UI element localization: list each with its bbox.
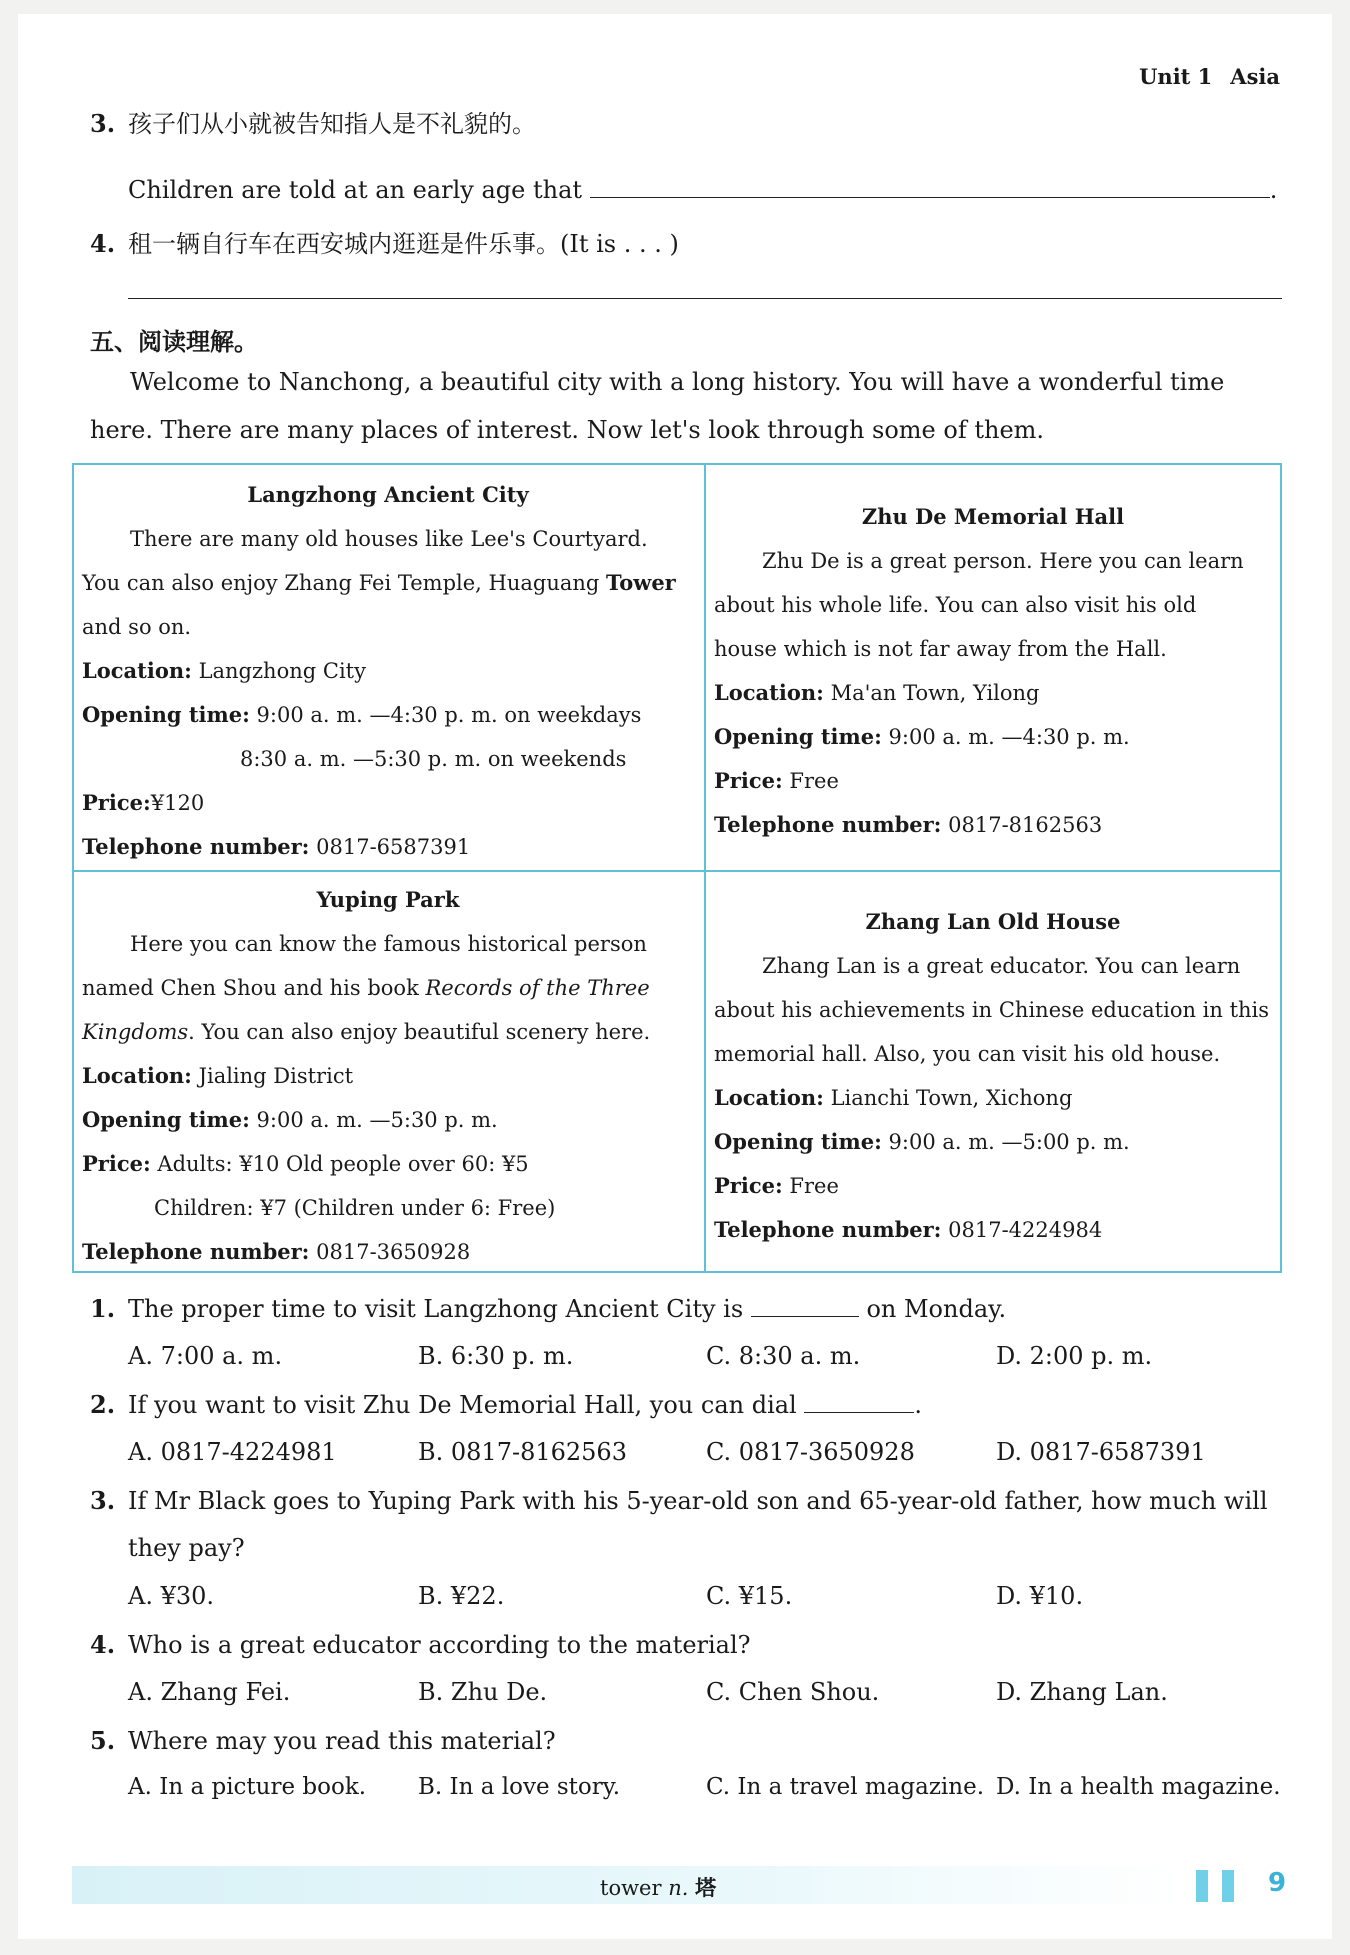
translation-q3-english: Children are told at an early age that . [128, 176, 1278, 204]
section-title: 五、阅读理解。 [90, 327, 258, 356]
card-location: Location: Langzhong City [82, 658, 366, 683]
question-1: 1. The proper time to visit Langzhong Ancient City is on Monday. [90, 1294, 1007, 1323]
option-c[interactable]: C. 8:30 a. m. [706, 1342, 861, 1370]
card-price: Price: Adults: ¥10 Old people over 60: ¥5 [82, 1151, 529, 1176]
answer-blank[interactable] [590, 197, 1270, 198]
option-a[interactable]: A. 0817-4224981 [128, 1438, 337, 1466]
question-3: 3. If Mr Black goes to Yuping Park with his 5-year-old son and 65-year-old father, how much will [90, 1486, 1268, 1515]
card-desc-line: Kingdoms. You can also enjoy beautiful scenery here. [82, 1020, 651, 1044]
vocab-note: tower n. 塔 [600, 1875, 717, 1900]
question-3-continued: they pay? [128, 1534, 245, 1562]
option-b[interactable]: B. 6:30 p. m. [418, 1342, 574, 1370]
page-number: 9 [1268, 1868, 1287, 1898]
card-opening: Opening time: 9:00 a. m. —5:30 p. m. [82, 1107, 498, 1132]
card-opening-weekend: 8:30 a. m. —5:30 p. m. on weekends [240, 747, 627, 771]
card-desc-line: Zhu De is a great person. Here you can learn [762, 549, 1244, 573]
option-c[interactable]: C. ¥15. [706, 1582, 793, 1610]
card-desc-line: and so on. [82, 615, 192, 639]
card-price: Price: Free [714, 1173, 839, 1198]
card-telephone: Telephone number: 0817-4224984 [714, 1217, 1103, 1242]
page-marker-bar [1222, 1870, 1234, 1902]
card-desc-line: memorial hall. Also, you can visit his old house. [714, 1042, 1221, 1066]
table-divider-vertical [704, 465, 706, 1271]
translation-q4: 4. 租一辆自行车在西安城内逛逛是件乐事。(It is . . . ) [90, 229, 679, 258]
running-header [1121, 64, 1280, 89]
option-d[interactable]: D. 2:00 p. m. [996, 1342, 1153, 1370]
option-d[interactable]: D. 0817-6587391 [996, 1438, 1206, 1466]
answer-blank[interactable] [804, 1412, 914, 1413]
question-4: 4. Who is a great educator according to the material? [90, 1630, 751, 1659]
option-b[interactable]: B. 0817-8162563 [418, 1438, 627, 1466]
translation-q3: 3. 孩子们从小就被告知指人是不礼貌的。 [90, 109, 536, 138]
card-title: Langzhong Ancient City [247, 482, 529, 507]
option-b[interactable]: B. In a love story. [418, 1774, 621, 1800]
card-desc-line: You can also enjoy Zhang Fei Temple, Huaguang Tower [82, 570, 676, 595]
card-location: Location: Jialing District [82, 1063, 354, 1088]
option-a[interactable]: A. ¥30. [128, 1582, 215, 1610]
card-opening: Opening time: 9:00 a. m. —4:30 p. m. on weekdays [82, 702, 642, 727]
option-d[interactable]: D. Zhang Lan. [996, 1678, 1168, 1706]
card-opening: Opening time: 9:00 a. m. —5:00 p. m. [714, 1129, 1130, 1154]
option-b[interactable]: B. ¥22. [418, 1582, 505, 1610]
card-desc-line: house which is not far away from the Hall. [714, 637, 1167, 661]
option-c[interactable]: C. Chen Shou. [706, 1678, 880, 1706]
card-zhanglan [714, 900, 1272, 1252]
unit-label: Unit 1 [1139, 64, 1213, 89]
card-opening: Opening time: 9:00 a. m. —4:30 p. m. [714, 724, 1130, 749]
question-5: 5. Where may you read this material? [90, 1726, 556, 1755]
card-desc-line: Zhang Lan is a great educator. You can learn [762, 954, 1241, 978]
card-telephone: Telephone number: 0817-8162563 [714, 812, 1103, 837]
card-location: Location: Ma'an Town, Yilong [714, 680, 1040, 705]
card-desc-line: Here you can know the famous historical person [130, 932, 647, 956]
attractions-table [72, 463, 1282, 1273]
card-telephone: Telephone number: 0817-6587391 [82, 834, 471, 859]
card-price: Price: Free [714, 768, 839, 793]
option-c[interactable]: C. In a travel magazine. [706, 1774, 985, 1800]
card-title: Zhu De Memorial Hall [861, 504, 1125, 529]
option-a[interactable]: A. Zhang Fei. [128, 1678, 291, 1706]
card-yuping [82, 878, 694, 1274]
card-desc-line: There are many old houses like Lee's Courtyard. [130, 527, 648, 551]
answer-blank[interactable] [751, 1316, 859, 1317]
option-d[interactable]: D. ¥10. [996, 1582, 1084, 1610]
card-title: Yuping Park [316, 887, 460, 912]
question-2: 2. If you want to visit Zhu De Memorial Hall, you can dial . [90, 1390, 923, 1419]
page-marker-bar [1196, 1870, 1208, 1902]
unit-topic: Asia [1230, 64, 1280, 89]
card-title: Zhang Lan Old House [865, 909, 1121, 934]
intro-line-2: here. There are many places of interest. Now let's look through some of them. [90, 416, 1045, 444]
option-b[interactable]: B. Zhu De. [418, 1678, 548, 1706]
intro-line-1: Welcome to Nanchong, a beautiful city with a long history. You will have a wonderful time [130, 368, 1225, 396]
card-price-children: Children: ¥7 (Children under 6: Free) [154, 1196, 556, 1220]
option-d[interactable]: D. In a health magazine. [996, 1774, 1281, 1800]
answer-line-q4[interactable] [128, 298, 1282, 299]
option-a[interactable]: A. In a picture book. [128, 1774, 367, 1800]
card-desc-line: about his whole life. You can also visit his old [714, 593, 1197, 617]
card-zhude [714, 495, 1272, 847]
card-desc-line: named Chen Shou and his book Records of the Three [82, 976, 650, 1000]
card-langzhong [82, 473, 694, 869]
option-a[interactable]: A. 7:00 a. m. [128, 1342, 283, 1370]
option-c[interactable]: C. 0817-3650928 [706, 1438, 915, 1466]
card-telephone: Telephone number: 0817-3650928 [82, 1239, 471, 1264]
card-price: Price:¥120 [82, 790, 205, 815]
table-divider-horizontal [74, 870, 1280, 872]
card-desc-line: about his achievements in Chinese education in this [714, 998, 1270, 1022]
card-location: Location: Lianchi Town, Xichong [714, 1085, 1073, 1110]
